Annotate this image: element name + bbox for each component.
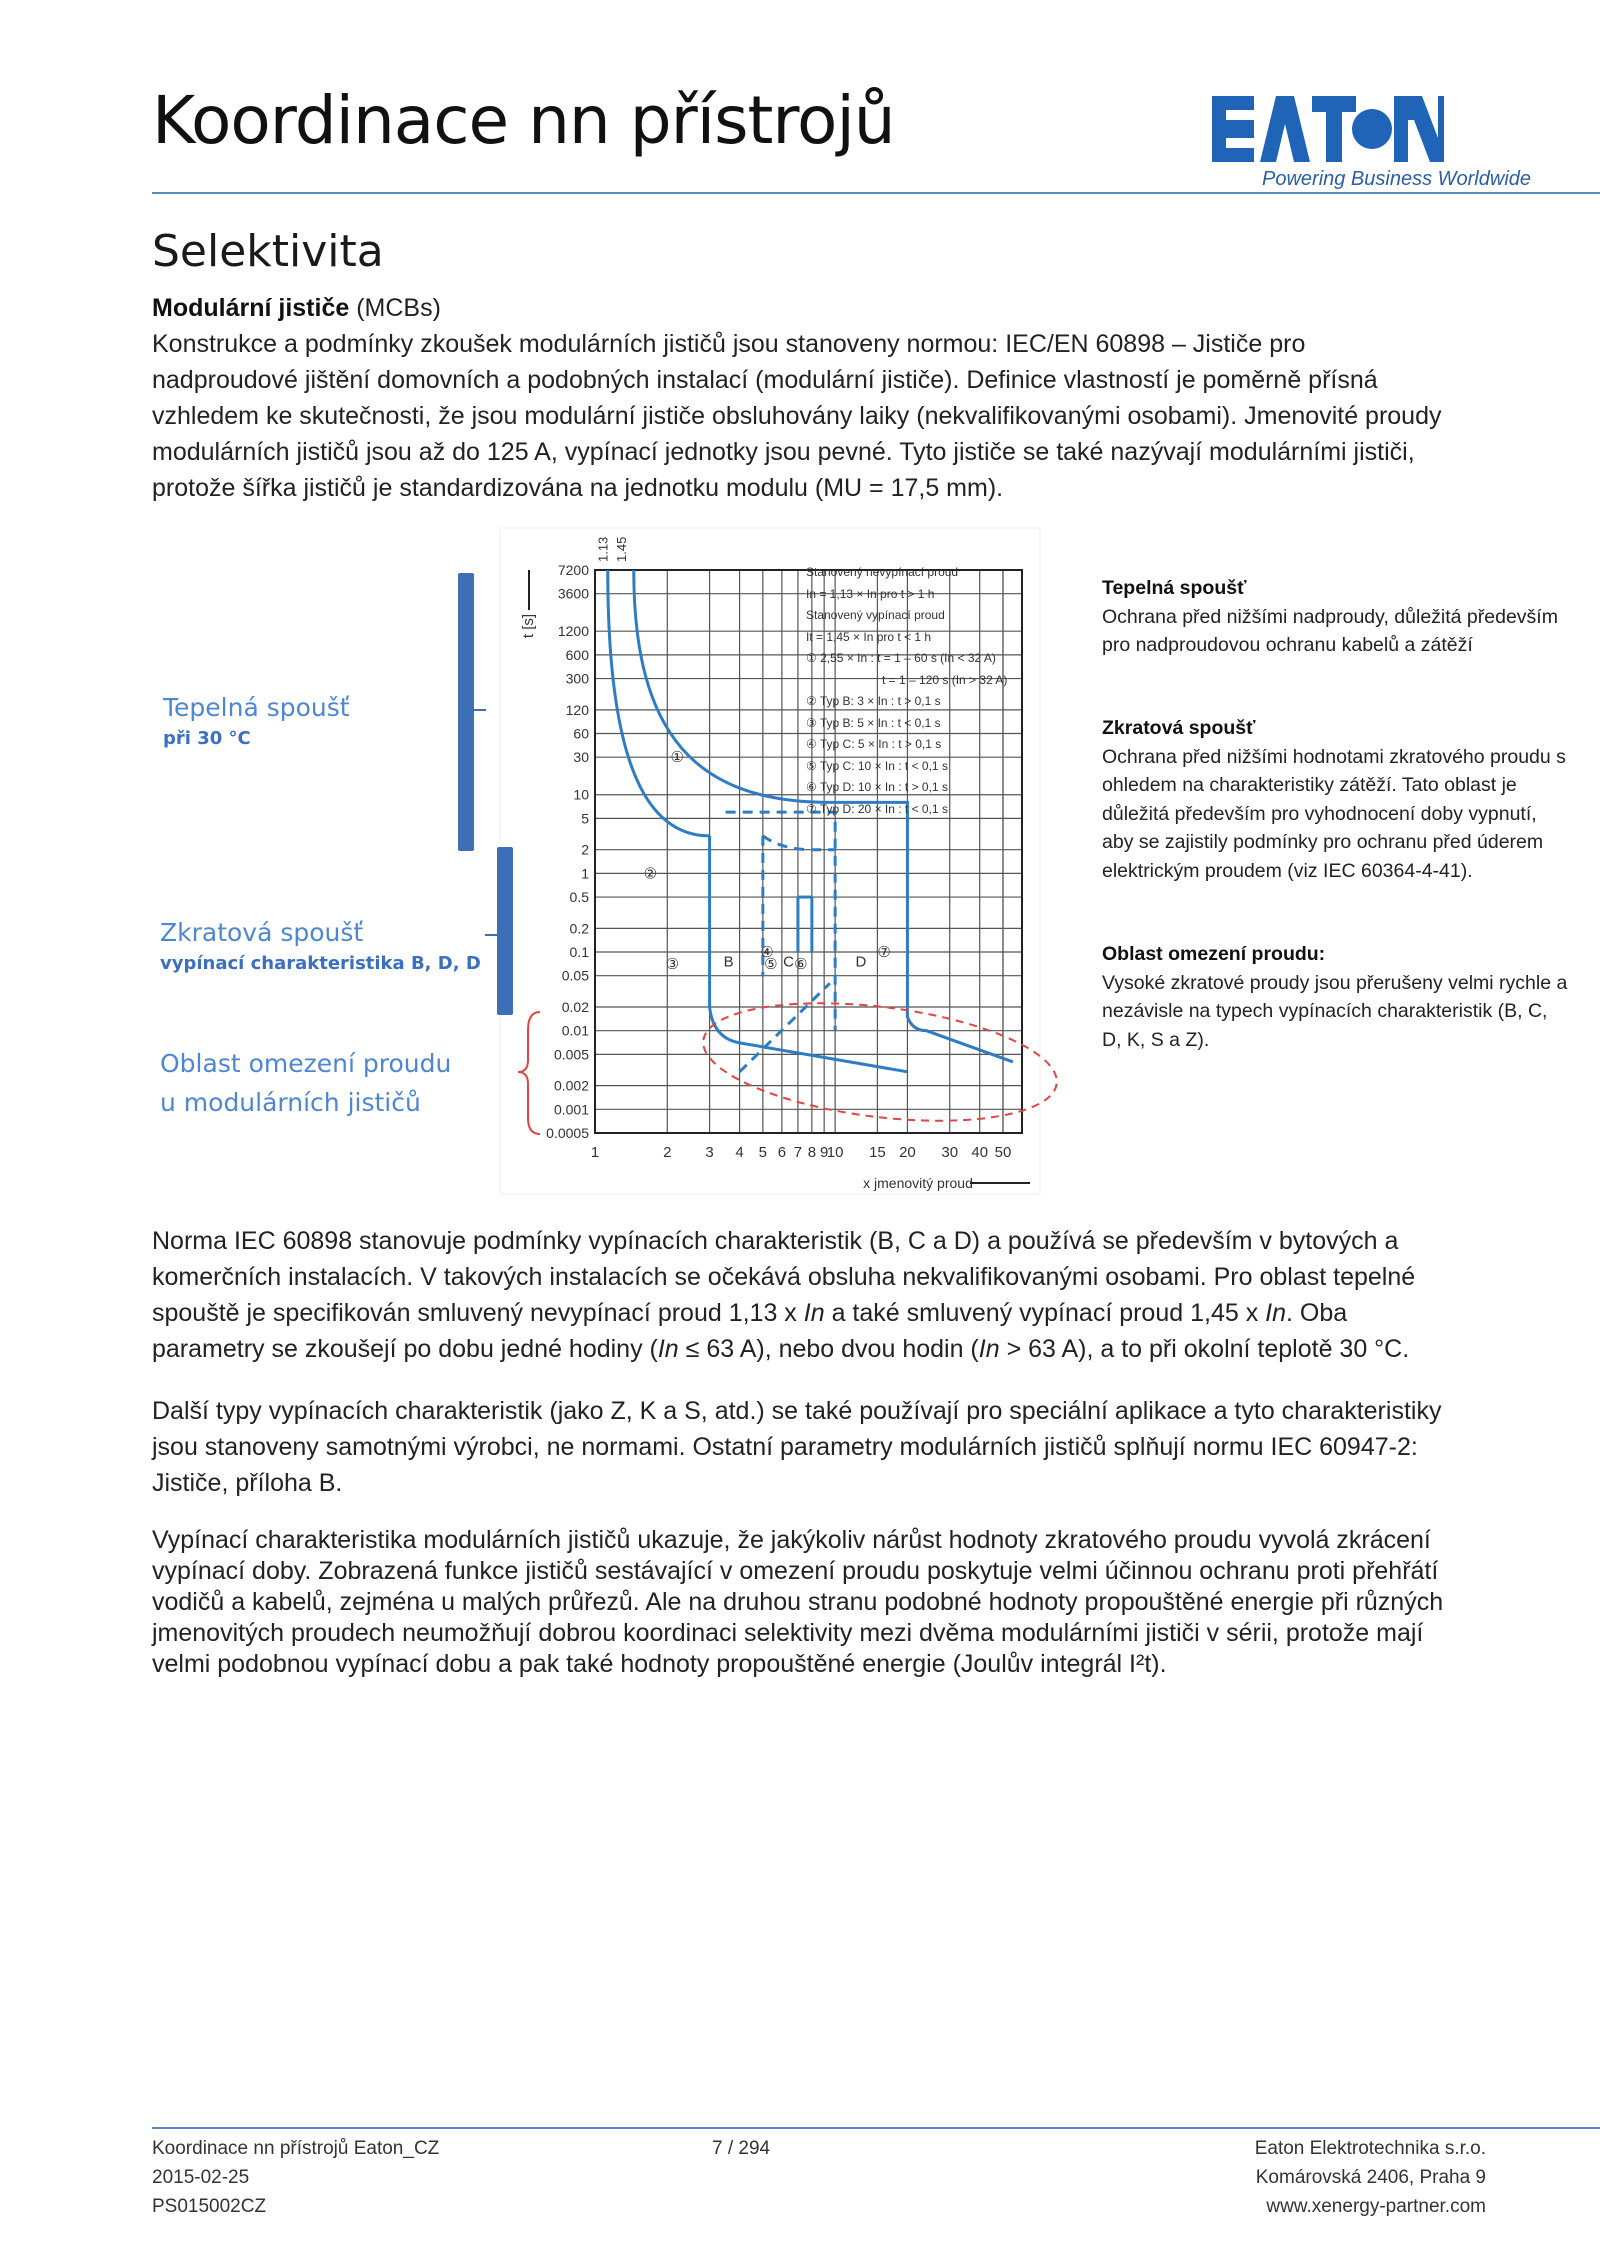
chart-legend [806, 562, 1026, 820]
short-circuit-release-label: Zkratová spoušť vypínací charakteristika B, D, D [160, 918, 481, 974]
y-tick-label: 300 [565, 670, 589, 687]
x-tick-label: 4 [735, 1144, 744, 1161]
y-tick-label: 0.05 [561, 967, 589, 984]
paragraph-standard: Norma IEC 60898 stanovuje podmínky vypínacích charakteristik (B, C a D) a používá se především v bytových a komerčních instalacích. V takových instalacích se očekává obsluha nekvalifikovanými osobami. Pro oblast tepelné spouště je specifikován smluvený nevypínací proud 1,13 x In a také smluvený vypínací proud 1,45 x In. Oba parametry se zkoušejí po dobu jedné hodiny (In ≤ 63 A), nebo dvou hodin (In > 63 A), a to při okolní teplotě 30 °C. [152, 1227, 1416, 1363]
thermal-release-description: Tepelná spoušť Ochrana před nižšími nadproudy, důležitá především pro nadproudovou ochranu kabelů a zátěží [1102, 577, 1558, 656]
y-tick-label: 0.0005 [546, 1125, 589, 1141]
y-tick-label: 0.1 [569, 944, 589, 961]
top-mark-label: 1.13 [595, 536, 611, 562]
y-tick-label: 7200 [557, 562, 589, 578]
y-axis-label: t [s] [520, 613, 537, 639]
intro-heading-suffix: (MCBs) [349, 294, 441, 322]
curve-label-C: C [783, 953, 795, 971]
legend-entry: Stanovený vypínací proud [806, 608, 945, 622]
legend-entry: ① 2,55 × In : t = 1 – 60 s (In < 32 A) [806, 651, 996, 665]
marker-5: ⑤ [764, 956, 778, 974]
legend-entry: In = 1,13 × In pro t > 1 h [806, 586, 935, 601]
x-tick-label: 7 [793, 1144, 803, 1161]
y-tick-label: 1200 [557, 623, 589, 640]
marker-3: ③ [665, 956, 680, 974]
marker-7: ⑦ [877, 944, 891, 962]
legend-entry: ⑤ Typ C: 10 × In : t < 0,1 s [806, 758, 948, 773]
y-tick-label: 10 [573, 786, 589, 803]
intro-heading: Modulární jističe [152, 294, 350, 322]
y-tick-label: 600 [565, 646, 589, 663]
x-axis-label: x jmenovitý proud [863, 1175, 973, 1191]
x-tick-label: 15 [869, 1144, 886, 1161]
x-tick-label: 6 [777, 1144, 787, 1161]
legend-entry: ② Typ B: 3 × In : t > 0,1 s [806, 694, 941, 708]
legend-entry: ④ Typ C: 5 × In : t > 0,1 s [806, 737, 942, 751]
x-tick-label: 50 [994, 1144, 1012, 1161]
y-tick-label: 0.02 [561, 998, 589, 1015]
y-tick-label: 60 [573, 725, 589, 742]
legend-entry: ⑦ Typ D: 20 × In : t < 0,1 s [806, 801, 948, 816]
page-number: 7 / 294 [712, 2138, 771, 2159]
marker-4: ④ [760, 944, 774, 962]
current-limit-description: Oblast omezení proudu: Vysoké zkratové proudy jsou přerušeny velmi rychle a nezávisle na typech vypínacích charakteristik (B, C, D, K, S a Z). [1102, 943, 1568, 1051]
x-tick-label: 30 [941, 1144, 959, 1161]
y-tick-label: 0.001 [553, 1101, 589, 1118]
marker-6: ⑥ [794, 956, 808, 974]
x-tick-label: 2 [663, 1144, 672, 1161]
footer-rule [152, 2127, 1600, 2129]
footer-left: Koordinace nn přístrojů Eaton_CZ 2015-02-25 PS015002CZ [152, 2138, 440, 2217]
y-tick-label: 120 [565, 701, 589, 718]
curve-label-D: D [855, 953, 867, 971]
y-tick-label: 2 [581, 841, 589, 858]
section-title: Selektivita [152, 226, 384, 277]
short-bracket [497, 847, 513, 1015]
x-tick-label: 8 [807, 1144, 817, 1161]
y-tick-label: 30 [573, 749, 589, 766]
x-tick-label: 20 [899, 1144, 916, 1161]
document-title: Koordinace nn přístrojů [152, 82, 895, 159]
y-tick-label: 1 [581, 865, 589, 882]
thermal-release-label: Tepelná spoušť při 30 °C [163, 693, 350, 749]
x-tick-label: 40 [971, 1144, 989, 1161]
y-tick-label: 0.005 [553, 1046, 589, 1063]
marker-2: ② [643, 865, 658, 883]
x-tick-label: 10 [826, 1144, 844, 1161]
y-tick-label: 5 [581, 810, 589, 827]
x-tick-label: 1 [590, 1144, 600, 1161]
top-mark-label: 1.45 [613, 536, 629, 562]
legend-entry: t = 1 – 120 s (In > 32 A) [882, 672, 1008, 687]
y-tick-label: 0.2 [569, 920, 589, 937]
legend-entry: Stanovený nevypínací proud [806, 565, 959, 579]
logo-tagline: Powering Business Worldwide [1262, 168, 1532, 190]
footer-right: Eaton Elektrotechnika s.r.o. Komárovská 2406, Praha 9 www.xenergy-partner.com [1254, 2138, 1486, 2217]
current-limit-label: Oblast omezení proudu u modulárních jističů [160, 1049, 452, 1117]
x-tick-label: 5 [758, 1144, 768, 1161]
paragraph-characteristic: Vypínací charakteristika modulárních jističů ukazuje, že jakýkoliv nárůst hodnoty zkratového proudu vyvolá zkrácení vypínací doby. Zobrazená funkce jističů sestávající v omezení proudu poskytuje velmi účinnou ochranu proti přehřátí vodičů a kabelů, zejména u malých průřezů. Ale na druhou stranu podobné hodnoty propouštěné energie při různých jmenovitých proudech neumožňují dobrou koordinaci selektivity mezi dvěma modulárními jističi v sérii, protože mají velmi podobnou vypínací dobu a pak také hodnoty propouštěné energie (Joulův integrál I²t). [152, 1526, 1444, 1678]
intro-text: Konstrukce a podmínky zkoušek modulárních jističů jsou stanoveny normou: IEC/EN 60898 – Jističe pro nadproudové jištění domovních a podobných instalací (modulární jističe). Definice vlastností je poměrně přísná vzhledem ke skutečnosti, že jsou modulární jističe obsluhovány laiky (nekvalifikovanými osobami). Jmenovité proudy modulárních jističů jsou až do 125 A, vypínací jednotky jsou pevné. Tyto jističe se také nazývají modulárními jističi, protože šířka jističů je standardizována na jednotku modulu (MU = 17,5 mm). [152, 330, 1442, 502]
y-tick-label: 0.5 [569, 889, 589, 906]
curve-label-B: B [723, 953, 734, 971]
legend-entry: ⑥ Typ D: 10 × In : t > 0,1 s [806, 780, 948, 794]
legend-entry: ③ Typ B: 5 × In : t < 0,1 s [806, 715, 941, 730]
short-circuit-description: Zkratová spoušť Ochrana před nižšími hodnotami zkratového proudu s ohledem na charakteristiky zátěží. Tato oblast je důležitá především pro vyhodnocení doby vypnutí, aby se zajistily podmínky pro ochranu před úderem elektrickým proudem (viz IEC 60364-4-41). [1102, 717, 1566, 882]
x-tick-label: 3 [705, 1144, 714, 1161]
y-tick-label: 3600 [557, 585, 589, 602]
marker-1: ① [670, 749, 684, 767]
thermal-bracket [458, 573, 474, 851]
paragraph-other-types: Další typy vypínacích charakteristik (jako Z, K a S, atd.) se také používají pro speciální aplikace a tyto charakteristiky jsou stanoveny samotnými výrobci, ne normami. Ostatní parametry modulárních jističů splňují normu IEC 60947-2: Jističe, příloha B. [152, 1397, 1442, 1497]
legend-entry: It = 1,45 × In pro t < 1 h [806, 629, 932, 644]
y-tick-label: 0.002 [553, 1077, 589, 1094]
y-tick-label: 0.01 [561, 1022, 589, 1039]
x-tick-label: 9 [819, 1144, 829, 1161]
